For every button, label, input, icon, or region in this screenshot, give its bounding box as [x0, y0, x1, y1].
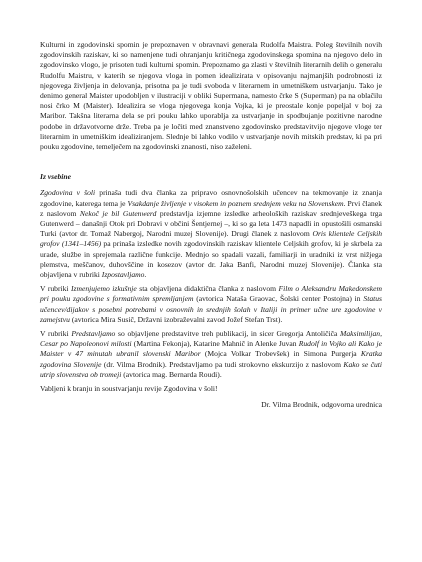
closing-line: Vabljeni k branju in soustvarjanju revije Zgodovina v šoli! — [40, 384, 218, 394]
text-span: (avtorica mag. Bernarda Roudi). — [121, 369, 222, 379]
competition-theme: Vsakdanje življenje v visokem in poznem srednjem veku na Slovenskem — [127, 198, 344, 208]
text-span: (Martina Fekonja), Katarine Mahnič in Alenke Juvan — [131, 339, 299, 349]
rubric-name: Predstavljamo — [71, 329, 116, 339]
paragraph-presentations — [40, 329, 382, 380]
text-span: (Mojca Volkar Trobevšek) in Simona Purgerja — [200, 349, 361, 359]
text-span: pa prinaša izsledke novih zgodovinskih raziskav klientele Celjskih grofov, ki je skrbela za urade, službe in sprejemala različne funkcije. Mednjo so spadali vazali, familiarji in uradniki iz vrst nižjega plemstva, meščanov, duhovščine in kosezov (avtor dr. Jaka Banfi, Narodni muzej Slovenije). Članka sta objavljena v rubriki — [40, 239, 382, 280]
text-span: (avtorica Nataša Graovac, Šolski center Postojna) in — [193, 294, 364, 304]
text-span: so objavljene predstavitve treh publikacij, in sicer Gregorja Antoličiča — [115, 329, 341, 339]
section-heading: Iz vsebine — [40, 172, 72, 182]
text-span: sta objavljena didaktična članka z naslovom — [136, 284, 279, 294]
article-title: Status učencev/dijakov s posebni potrebami v osnovnih in srednjih šolah v Italiji in primer učne ure zgodovine v zamejstvu — [40, 294, 382, 324]
text-span: V rubriki — [40, 284, 71, 294]
book-title: Maksimilijan, Cesar po Napoleonovi milosti — [40, 329, 382, 349]
text-span: predstavlja izjemne izsledke arheoloških raziskav srednjeveškega trga Gutenwerd – današnji Otok pri Dobravi v občini Šentjernej –, ki so ga leta 1473 napadli in opustošili osmanski Turki (avtor dr. Tomaž Nabergoj, Narodni muzej Slovenije). Drugi članek z naslovom — [40, 208, 382, 239]
excursion-title: Kako se čuti utrip slovenstva ob tromeji — [40, 359, 382, 379]
intro-paragraph: Kulturni in zgodovinski spomin je prepoznaven v obravnavi generala Rudolfa Maistra. Poleg številnih novih zgodovinskih raziskav, ki so namenjene tudi ohranjanju kritičnega zgodovinskega spomina na njegovo delo in zgodovinsko vlogo, je prisoten tudi kulturni spomin. Prepoznamo ga zlasti v številnih literarnih delih o generalu Rudolfu Maistru, v katerih se njegova vloga in pomen idealizirata v opisovanju najmanjših podrobnosti iz njegovega življenja in delovanja, prisotna pa je tudi svoboda v literarnem in umetniškem ustvarjanju. Tako je denimo general Maister upodobljen v ilustraciji v obliki Supermana, namesto črke S (Superman) pa na oblačilu nosi črko M (Maister). Idealizira se vloga njegovega konja Vojka, ki je preostale konje popeljal v boj za Maribor. Takšna literarna dela se pri pouku lahko uporablja za ustvarjanje in spodbujanje pozitivne narodne podobe in državotvorne drže. Treba pa je ločiti med znanstveno zgodovinsko predstavitvijo njegove vloge ter literarnim in umetniškim idealiziranjem. Slednje bi lahko vodilo v ustvarjanje novih mitskih predstav, ki pa pri pouku zgodovine, temelječem na zgodovinski znanosti, niso zaželeni. — [40, 40, 382, 152]
text-span: (dr. Vilma Brodnik). Predstavljamo pa tudi strokovno ekskurzijo z naslovom — [101, 359, 344, 369]
rubric-name: Izpostavljamo — [101, 270, 145, 280]
text-span: prinaša tudi dva članka za pripravo osnovnošolskih učencev na tekmovanje iz znanja zgodovine, katerega tema je — [40, 188, 382, 208]
book-title: Rudolf in Vojko ali Kako je Maister v 47 minutah ubranil slovenski Maribor — [40, 339, 382, 359]
text-span: . — [144, 270, 147, 280]
text-span: V rubriki — [40, 329, 72, 339]
article-title: Oris klientele Celjskih grofov (1341–1456) — [40, 229, 382, 249]
document-page — [40, 40, 382, 411]
book-title: Kratka zgodovina Slovenije — [40, 349, 382, 369]
article-title: Film o Aleksandru Makedonskem pri pouku zgodovine s formativnim spremljanjem — [40, 284, 383, 304]
editor-signature: Dr. Vilma Brodnik, odgovorna urednica — [261, 400, 382, 410]
rubric-name: Izmenjujemo izkušnje — [70, 284, 137, 294]
article-title: Nekoč je bil Gutenwerd — [79, 208, 157, 218]
journal-title: Zgodovina v šoli — [40, 188, 96, 198]
text-span: . Prvi članek z naslovom — [40, 198, 383, 218]
paragraph-contents-articles — [40, 188, 382, 280]
paragraph-exchange-experience — [40, 284, 382, 325]
text-span: (avtorica Mira Susič, Državni izobraževalni zavod Jožef Stefan Trst). — [69, 314, 283, 324]
